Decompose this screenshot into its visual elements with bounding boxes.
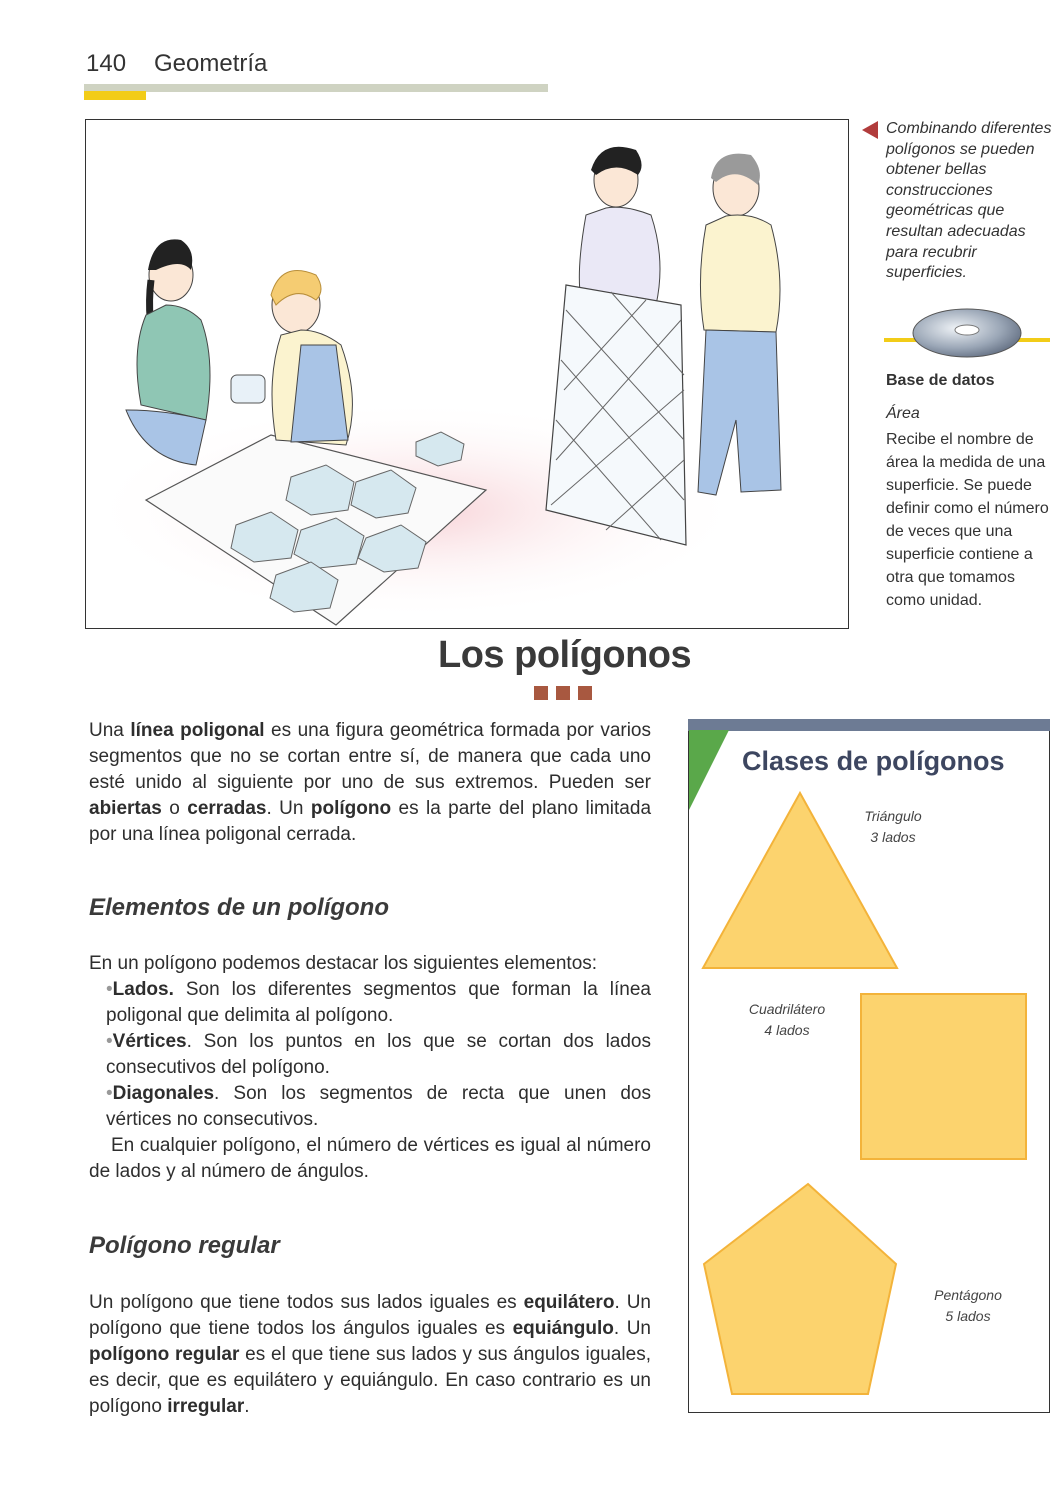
page-title: Los polígonos <box>438 634 692 676</box>
regular-paragraph: Un polígono que tiene todos sus lados iguales es equilátero. Un polígono que tiene todos los ángulos iguales es equiángulo. Un polígono regular es el que tiene sus lados y sus ángulos iguales, es decir, que es equilátero y equiángulo. En caso contrario es un polígono irregular. <box>89 1292 651 1417</box>
term-irregular: irregular <box>167 1396 245 1417</box>
term-linea-poligonal: línea poligonal <box>130 720 265 741</box>
box-title: Clases de polígonos <box>742 746 1005 776</box>
illustration-drawing <box>86 120 848 628</box>
title-square <box>534 686 548 700</box>
cd-disc-icon <box>912 308 1022 358</box>
illustration-children-tiling <box>85 119 849 629</box>
box-top-bar <box>688 719 1050 731</box>
list-item-diagonales: •Diagonales. Son los segmentos de recta que unen dos vértices no consecutivos. <box>106 1083 651 1130</box>
quad-label: Cuadrilátero 4 lados <box>748 1001 826 1038</box>
header-accent-bar <box>84 91 146 100</box>
pentagon-label: Pentágono 5 lados <box>934 1287 1002 1324</box>
list-item-lados: •Lados. Son los diferentes segmentos que forman la línea poligonal que delimita al polígono. <box>106 979 651 1026</box>
header-rule <box>84 84 548 92</box>
title-square <box>556 686 570 700</box>
elements-closing: En cualquier polígono, el número de vértices es igual al número de lados y al número de ángulos. <box>89 1135 651 1182</box>
title-square <box>578 686 592 700</box>
heading-elementos: Elementos de un polígono <box>89 894 389 921</box>
triangle-label: Triángulo 3 lados <box>864 808 922 845</box>
term-abiertas: abiertas <box>89 798 162 819</box>
elements-lead: En un polígono podemos destacar los siguientes elementos: <box>89 953 598 974</box>
database-definition: Recibe el nombre de área la medida de una superficie. Se puede definir como el número de veces que una superficie contiene a otra que tomamos como unidad. <box>886 431 1049 609</box>
side-note-arrow-icon <box>862 121 878 139</box>
list-item-vertices: •Vértices. Son los puntos en los que se cortan dos lados consecutivos del polígono. <box>106 1031 651 1078</box>
square-shape <box>860 993 1027 1160</box>
term-poligono-regular: polígono regular <box>89 1344 240 1365</box>
page-number: 140 <box>86 50 127 77</box>
side-note: Combinando diferentes polígonos se pueden obtener bellas construcciones geométricas que resultan adecuadas para recubrir superficies. <box>886 120 1052 282</box>
heading-regular: Polígono regular <box>89 1232 280 1259</box>
term-poligono: polígono <box>310 798 392 819</box>
term-equilatero: equilátero <box>523 1292 615 1313</box>
pentagon-shape <box>700 1182 900 1400</box>
term-equiangulo: equiángulo <box>512 1318 614 1339</box>
section-title: Geometría <box>154 50 268 77</box>
term-cerradas: cerradas <box>187 798 267 819</box>
intro-paragraph: Una línea poligonal es una figura geométrica formada por varios segmentos que no se cortan entre sí, de manera que cada uno esté unido al siguiente por uno de sus extremos. Pueden ser abiertas o cerradas. Un polígono es la parte del plano limitada por una línea poligonal cerrada. <box>89 720 652 845</box>
database-term: Área <box>886 405 920 422</box>
database-title: Base de datos <box>886 372 995 389</box>
